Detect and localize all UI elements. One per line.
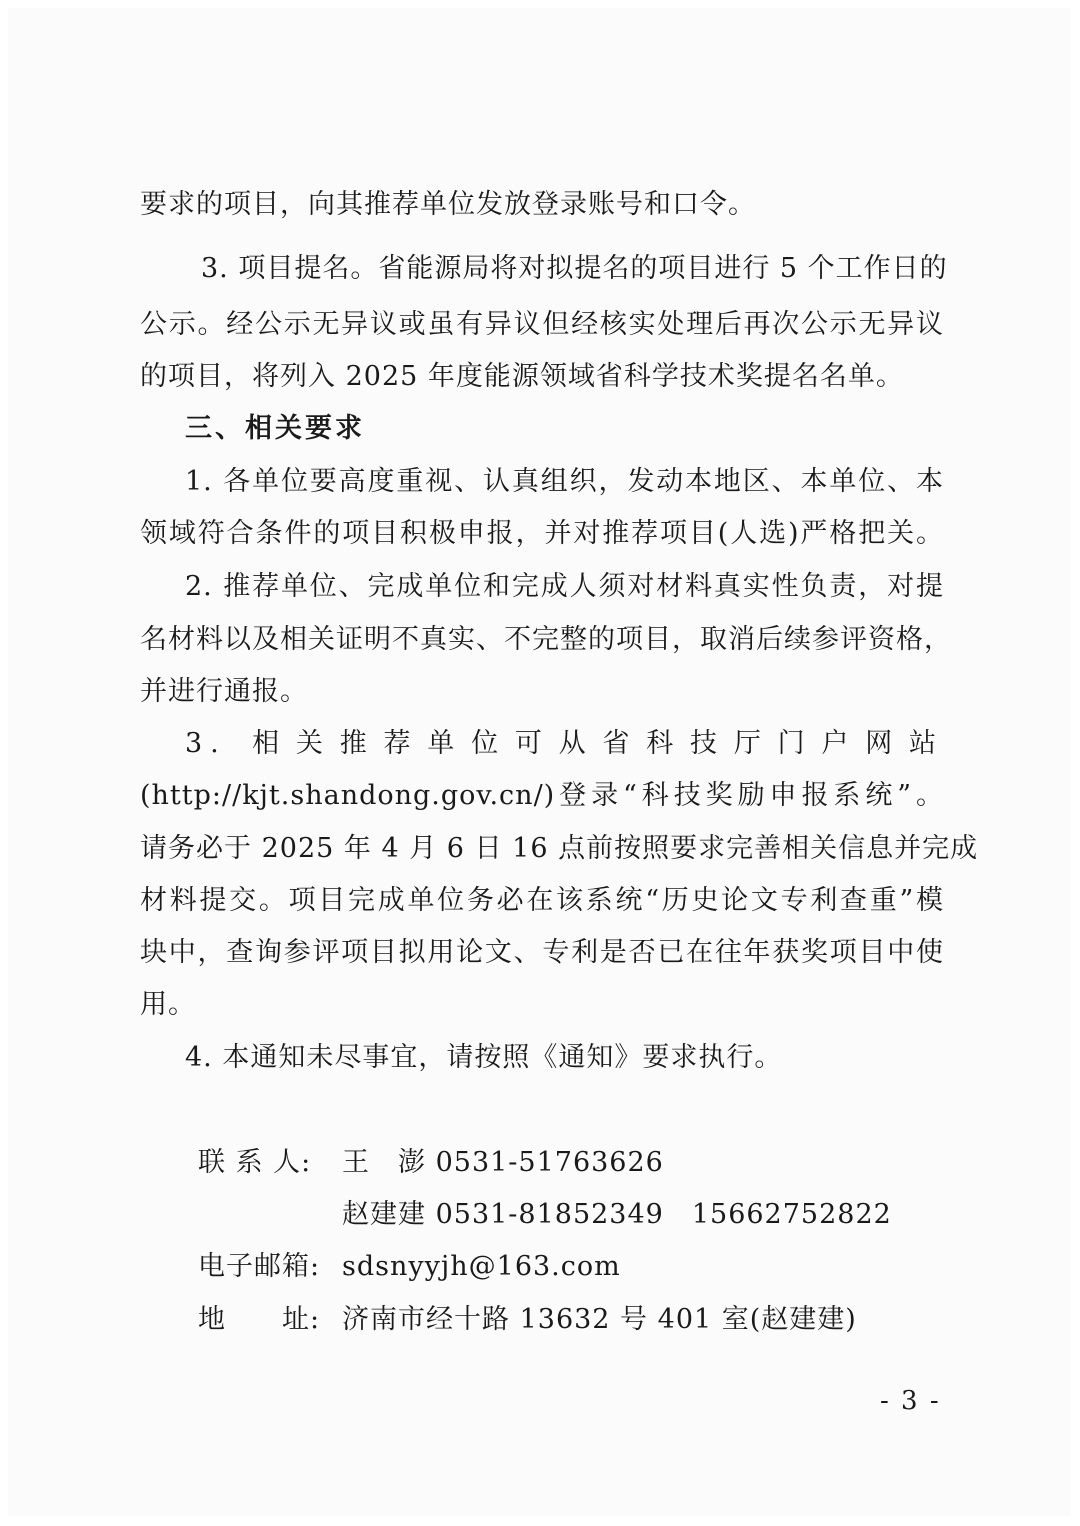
contact-person-2: 赵建建 0531-81852349 15662752822 <box>342 1199 892 1230</box>
paragraph-line: 公示。经公示无异议或虽有异议但经核实处理后再次公示无异议 <box>140 309 944 340</box>
paragraph-line: 材料提交。项目完成单位务必在该系统“历史论文专利查重”模 <box>140 885 944 916</box>
page-number: - 3 - <box>880 1386 941 1416</box>
paragraph-line: 4. 本通知未尽事宜，请按照《通知》要求执行。 <box>185 1042 783 1073</box>
address-value: 济南市经十路 13632 号 401 室(赵建建) <box>342 1304 857 1335</box>
paragraph-line: 2. 推荐单位、完成单位和完成人须对材料真实性负责，对提 <box>185 571 944 602</box>
paragraph-line: 1. 各单位要高度重视、认真组织，发动本地区、本单位、本 <box>185 466 944 497</box>
paragraph-line: 3. 相关推荐单位可从省科技厅门户网站 <box>185 728 944 759</box>
paragraph-line: 名材料以及相关证明不真实、不完整的项目，取消后续参评资格， <box>140 624 952 655</box>
paragraph-line: 请务必于 2025 年 4 月 6 日 16 点前按照要求完善相关信息并完成 <box>140 833 979 864</box>
contact-person-1: 王 澎 0531-51763626 <box>342 1147 664 1178</box>
paragraph-line: 领域符合条件的项目积极申报，并对推荐项目(人选)严格把关。 <box>140 518 944 549</box>
email-label: 电子邮箱: <box>198 1251 321 1282</box>
section-heading: 三、相关要求 <box>185 413 365 444</box>
paragraph-line: 3. 项目提名。省能源局将对拟提名的项目进行 5 个工作日的 <box>201 253 948 284</box>
paragraph-line: 块中，查询参评项目拟用论文、专利是否已在往年获奖项目中使 <box>140 937 944 968</box>
paragraph-line: 并进行通报。 <box>140 676 308 707</box>
paragraph-line: 的项目，将列入 2025 年度能源领域省科学技术奖提名名单。 <box>140 361 904 392</box>
email-value: sdsnyyjh@163.com <box>342 1251 621 1282</box>
document-page <box>8 8 1070 1516</box>
paragraph-line: 用。 <box>140 989 196 1020</box>
paragraph-line: 要求的项目，向其推荐单位发放登录账号和口令。 <box>140 189 756 220</box>
contact-label: 联 系 人: <box>198 1147 312 1178</box>
paragraph-line: (http://kjt.shandong.gov.cn/)登录“科技奖励申报系统”。 <box>140 780 944 811</box>
address-label: 地 址: <box>198 1304 321 1335</box>
